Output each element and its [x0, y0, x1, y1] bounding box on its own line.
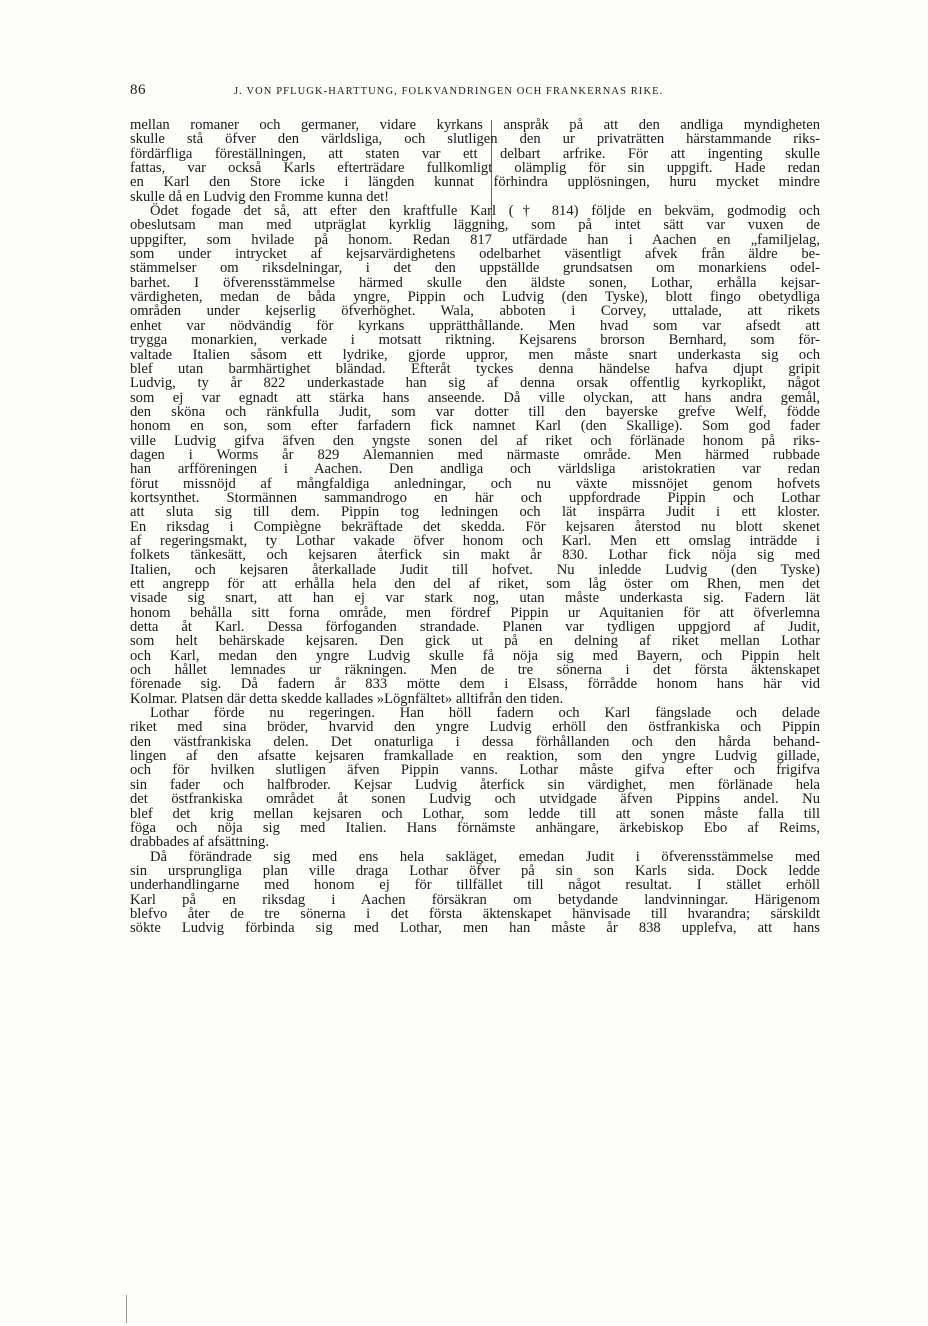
text-line: Ödet fogade det så, att efter den kraftfulle Karl († 814) följde en bekväm, godmodig och — [150, 203, 820, 220]
text-line: och Karl, medan den yngre Ludvig skulle få nöja sig med Bayern, och Pippin helt — [130, 647, 820, 664]
text-line: ville Ludvig gifva äfven den yngste sonen del af riket och förlänade honom på riks- — [130, 432, 820, 449]
text-line: den västfrankiska delen. Det onaturliga i dessa förhållanden och den hårda behand- — [130, 733, 820, 750]
text-line: som ej var egnadt att stärka hans anseende. Då ville olyckan, att hans andra gemål, — [130, 389, 820, 406]
text-line: den sköna och ränkfulla Judit, som var dotter till den bayerske grefve Welf, födde — [130, 403, 820, 420]
text-line: folkets tänkesätt, och kejsaren återfick sin makt år 830. Lothar fick nöja sig med — [130, 547, 820, 564]
text-line: valtade Italien såsom ett lydrike, gjorde uppror, men måste snart underkasta sig och — [130, 346, 820, 363]
text-line: som under intrycket af kejsarvärdighetens odelbarhet väsentligt afvek från äldre be- — [130, 246, 820, 263]
text-line: fördärfliga föreställningen, att staten var ett delbart arfrike. För att ingenting skulle — [130, 145, 820, 162]
text-line: Kolmar. Platsen där detta skedde kallades »Lögnfältet» alltifrån den tiden. — [130, 690, 564, 707]
text-line: visade sig snart, att han ej var stark nog, utan måste underkasta sig. Fadern lät — [130, 590, 820, 607]
text-line: Italien, och kejsaren återkallade Judit till hofvet. Nu inledde Ludvig (den Tyske) — [130, 561, 820, 578]
text-line: riket med sina bröder, hvarvid den yngre Ludvig erhöll den östfrankiska och Pippin — [130, 719, 820, 736]
text-line: sökte Ludvig förbinda sig med Lothar, men han måste år 838 upplefva, att hans — [130, 920, 820, 937]
text-line: kortsynthet. Stormännen sammandrogo en här och uppfordrade Pippin och Lothar — [130, 489, 820, 506]
text-line: honom en son, som efter farfadern fick namnet Karl (den Skallige). Som god fader — [130, 418, 820, 435]
text-line: Ludvig, ty år 822 underkastade han sig af denna orsak offentlig kyrkoplikt, något — [130, 375, 820, 392]
text-line: en Karl den Store icke i längden kunnat förhindra upplösningen, huru mycket mindre — [130, 174, 820, 191]
text-line: obeslutsam man med utpräglat kyrklig läggning, som på intet sätt var vuxen de — [130, 217, 820, 234]
text-line: föga och nöja sig med Italien. Hans förnämste anhängare, ärkebiskop Ebo af Reims, — [130, 819, 820, 836]
text-line: En riksdag i Compiègne bekräftade det skedda. För kejsaren återstod nu blott skenet — [130, 518, 820, 535]
text-line: och hållet lemnades ur räkningen. Men de tre sönerna i det första äktenskapet — [130, 662, 820, 679]
text-line: värdigheten, medan de båda yngre, Pippin och Ludvig (den Tyske), blott fingo obetydliga — [130, 289, 820, 306]
text-line: blefvo åter de tre sönerna i det första äktenskapet hänvisade till hvarandra; särskildt — [130, 905, 820, 922]
text-line: sin ursprungliga plan ville draga Lothar öfver på sin son Karls sida. Dock ledde — [130, 862, 820, 879]
text-line: förenade sig. Då fadern år 833 mötte dem i Elsass, förrådde honom hans här vid — [130, 676, 820, 693]
text-line: ett angrepp för att erhålla hela den del af riket, som låg öster om Rhen, men det — [130, 576, 820, 592]
text-line: barhet. I öfverensstämmelse härmed skulle den äldste sonen, Lothar, erhålla kejsar- — [130, 274, 820, 291]
text-line: Då förändrade sig med ens hela sakläget, emedan Judit i öfverensstämmelse med — [150, 848, 820, 865]
text-line: att sluta sig till dem. Pippin tog ledningen och lät inspärra Judit i ett kloster. — [130, 504, 820, 521]
text-line: af regeringsmakt, ty Lothar vakade öfver honom och Karl. Men ett omslag inträdde i — [130, 532, 820, 549]
text-line: blef det krig mellan kejsaren och Lothar, som ledde till att sonen måste falla till — [130, 805, 820, 822]
running-head: J. VON PFLUGK-HARTTUNG, FOLKVANDRINGEN OCH FRANKERNAS RIKE. — [234, 86, 664, 97]
text-line: trygga monarkien, verkade i motsatt riktning. Kejsarens brorson Bernhard, som för- — [130, 332, 820, 349]
text-line: mellan romaner och germaner, vidare kyrkans anspråk på att den andliga myndigheten — [130, 117, 820, 133]
text-line: blef utan barmhärtighet bländad. Efteråt tyckes denna händelse hafva djupt gripit — [130, 360, 820, 377]
text-line: fattas, var också Karls efterträdare fullkomligt olämplig för sin uppgift. Hade redan — [130, 160, 820, 177]
text-line: och för hvilken slutligen äfven Pippin vanns. Lothar måste gifva efter och frigifva — [130, 762, 820, 779]
text-line: drabbades af afsättning. — [130, 834, 269, 851]
text-line: Lothar förde nu regeringen. Han höll fadern och Karl fängslade och delade — [150, 705, 820, 722]
text-line: dagen i Worms år 829 Alemannien med närmaste område. Men härmed rubbade — [130, 446, 820, 463]
page-header — [130, 82, 820, 104]
text-line: enhet var nödvändig för kyrkans upprätthållande. Men hvad som var afsedt att — [130, 317, 820, 334]
text-line: stämmelser om riksdelningar, i det den uppställde grundsatsen om monarkiens odel- — [130, 260, 820, 277]
page-number: 86 — [130, 82, 146, 98]
text-line: uppgifter, som hvilade på honom. Redan 817 utfärdade han i Aachen en „familjelag, — [130, 231, 820, 248]
scan-edge-mark — [126, 1295, 127, 1323]
text-line: han arfföreningen i Aachen. Den andliga och världsliga aristokratien var redan — [130, 461, 820, 478]
text-line: Karl på en riksdag i Aachen försäkran om betydande landvinningar. Härigenom — [130, 891, 820, 908]
text-line: det östfrankiska området åt sonen Ludvig och utvidgade äfven Pippins andel. Nu — [130, 791, 820, 808]
text-line: underhandlingarne med honom ej för tillfället till något resultat. I stället erhöll — [130, 877, 820, 894]
text-line: förut missnöjd af mångfaldiga anledningar, och nu växte missnöjet genom hofvets — [130, 475, 820, 492]
text-line: skulle då en Ludvig den Fromme kunna det! — [130, 188, 389, 205]
text-line: sin fader och halfbroder. Kejsar Ludvig återfick sin värdighet, men förlänade hela — [130, 776, 820, 793]
text-line: områden under kejserlig öfverhöghet. Wala, abboten i Corvey, uttalade, att rikets — [130, 303, 820, 320]
text-line: skulle stå öfver den världsliga, och slutligen den ur privaträtten härstammande riks- — [130, 131, 820, 148]
body-text — [130, 118, 820, 936]
text-line: lingen af den afsatte kejsaren framkallade en reaktion, som den yngre Ludvig gillade, — [130, 748, 820, 765]
text-line: honom behålla sitt forna område, men fördref Pippin ur Aquitanien för att öfverlemna — [130, 604, 820, 621]
text-line: som helt behärskade kejsaren. Den gick ut på en delning af riket mellan Lothar — [130, 633, 820, 650]
text-line: detta åt Karl. Dessa förfoganden strandade. Planen var tydligen uppgjord af Judit, — [130, 619, 820, 636]
